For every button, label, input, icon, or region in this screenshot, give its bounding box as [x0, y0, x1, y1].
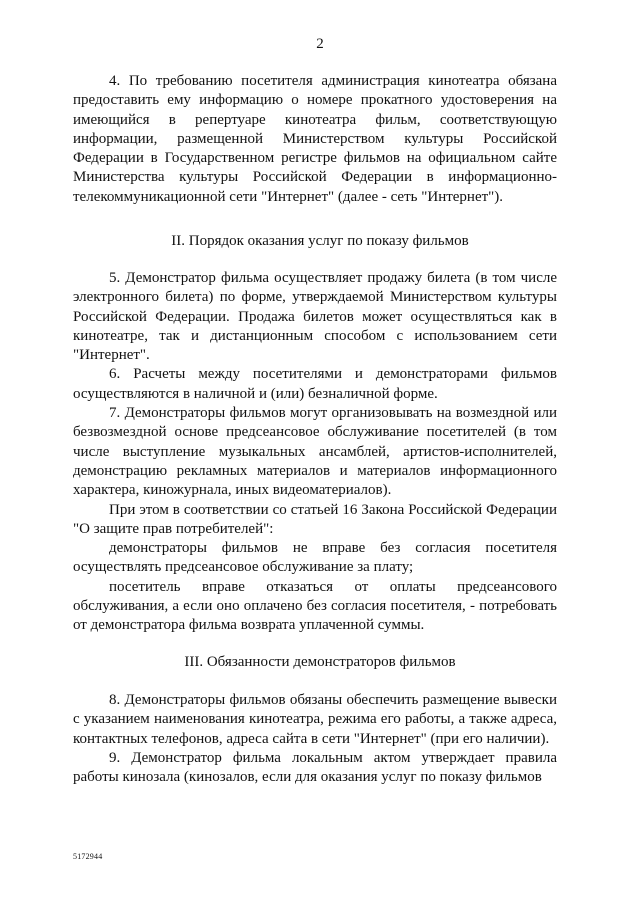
section-1-tail: [73, 72, 557, 207]
paragraph-7: 7. Демонстраторы фильмов могут организовывать на возмездной или безвозмездной основе предсеансовое обслуживание посетителей (в том числе выступление музыкальных ансамблей, артистов-исполнителей, демонстрацию рекламных материалов и материалов информационного характера, киножурнала, иных видеоматериалов).: [73, 405, 557, 499]
page-number: 2: [316, 36, 324, 52]
document-code: 5172944: [73, 852, 103, 861]
section-2-body: [73, 269, 557, 636]
paragraph-6: 6. Расчеты между посетителями и демонстраторами фильмов осуществляются в наличной и (или) безналичной форме.: [73, 366, 557, 402]
paragraph-4: 4. По требованию посетителя администрация кинотеатра обязана предоставить ему информацию о номере прокатного удостоверения на имеющийся в репертуаре кинотеатра фильм, соответствующую информации, размещенной Министерством культуры Российской Федерации в Государственном регистре фильмов на официальном сайте Министерства культуры Российской Федерации в информационно-телекоммуникационной сети "Интернет" (далее - сеть "Интернет").: [73, 73, 557, 205]
paragraph-9: 9. Демонстратор фильма локальным актом утверждает правила работы кинозала (кинозалов, если для оказания услуг по показу фильмов: [73, 749, 557, 786]
section-3-heading: III. Обязанности демонстраторов фильмов: [184, 654, 456, 670]
paragraph-7-item-1: демонстраторы фильмов не вправе без согласия посетителя осуществлять предсеансовое обслуживание за плату;: [73, 540, 557, 576]
paragraph-8: 8. Демонстраторы фильмов обязаны обеспечить размещение вывески с указанием наименования кинотеатра, режима его работы, а также адреса, контактных телефонов, адреса сайта в сети "Интернет" (при его наличии).: [73, 692, 557, 747]
paragraph-7-note: При этом в соответствии со статьей 16 Закона Российской Федерации "О защите прав потребителей":: [73, 501, 557, 537]
paragraph-5: 5. Демонстратор фильма осуществляет продажу билета (в том числе электронного билета) по форме, утверждаемой Министерством культуры Российской Федерации. Продажа билетов может осуществляться как в кинотеатре, так и дистанционным способом с использованием сети "Интернет".: [73, 270, 557, 364]
section-3-body: [73, 691, 557, 787]
paragraph-7-item-2: посетитель вправе отказаться от оплаты предсеансового обслуживания, а если оно оплачено без согласия посетителя, - потребовать от демонстратора фильма возврата уплаченной суммы.: [73, 578, 557, 634]
section-2-heading: II. Порядок оказания услуг по показу фильмов: [171, 233, 469, 249]
